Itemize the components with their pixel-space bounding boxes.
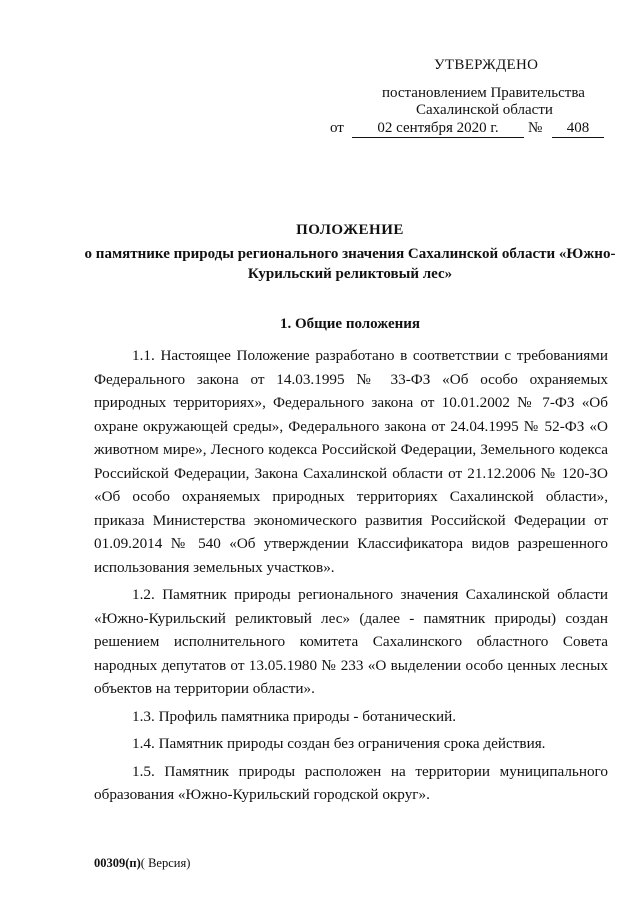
approval-date: 02 сентября 2020 г. (352, 119, 524, 138)
approval-number: 408 (552, 119, 604, 138)
footer-code: 00309(п) (94, 856, 141, 870)
paragraph-1-2: 1.2. Памятник природы регионального значения Сахалинской области «Южно-Курильский реликтовый лес» (далее - памятник природы) создан решением исполнительного комитета Сахалинского областного Совета народных депутатов от 13.05.1980 № 233 «О выделении особо ценных лесных объектов на территории области». (94, 586, 608, 697)
section-body (94, 344, 608, 811)
paragraph-1-3: 1.3. Профиль памятника природы - ботанический. (132, 707, 457, 725)
document-title-block (60, 220, 640, 284)
approval-number-label: № (528, 120, 543, 136)
document-title: ПОЛОЖЕНИЕ (296, 222, 404, 238)
approval-title: УТВЕРЖДЕНО (434, 57, 539, 73)
paragraph-1-5: 1.5. Памятник природы расположен на территории муниципального образования «Южно-Курильский городской округ». (94, 762, 608, 803)
paragraph-1-4: 1.4. Памятник природы создан без ограничения срока действия. (132, 735, 546, 752)
paragraph-1-1: 1.1. Настоящее Положение разработано в соответствии с требованиями Федерального закона от 14.03.1995 № 33-ФЗ «Об особо охраняемых природных территориях», Федерального закона от 10.01.2002 № 7-ФЗ «Об охране окружающей среды», Федерального закона от 24.04.1995 № 52-ФЗ «О животном мире», Лесного кодекса Российской Федерации, Земельного кодекса Российской Федерации, Закона Сахалинской области от 21.12.2006 № 120-ЗО «Об особо охраняемых природных территориях Сахалинской области», приказа Министерства экономического развития Российской Федерации от 01.09.2014 № 540 «Об утверждении Классификатора видов разрешенного использования земельных участков». (94, 347, 608, 576)
approval-region-line: Сахалинской области (416, 102, 553, 118)
approval-issuer-line: постановлением Правительства (382, 85, 585, 101)
footer-version: ( Версия) (140, 856, 191, 870)
footer-document-code (94, 856, 190, 871)
document-subtitle: о памятнике природы регионального значения Сахалинской области «Южно-Курильский реликтовый лес» (84, 246, 616, 282)
approval-from-label: от (330, 120, 344, 136)
section-heading: 1. Общие положения (279, 316, 421, 332)
